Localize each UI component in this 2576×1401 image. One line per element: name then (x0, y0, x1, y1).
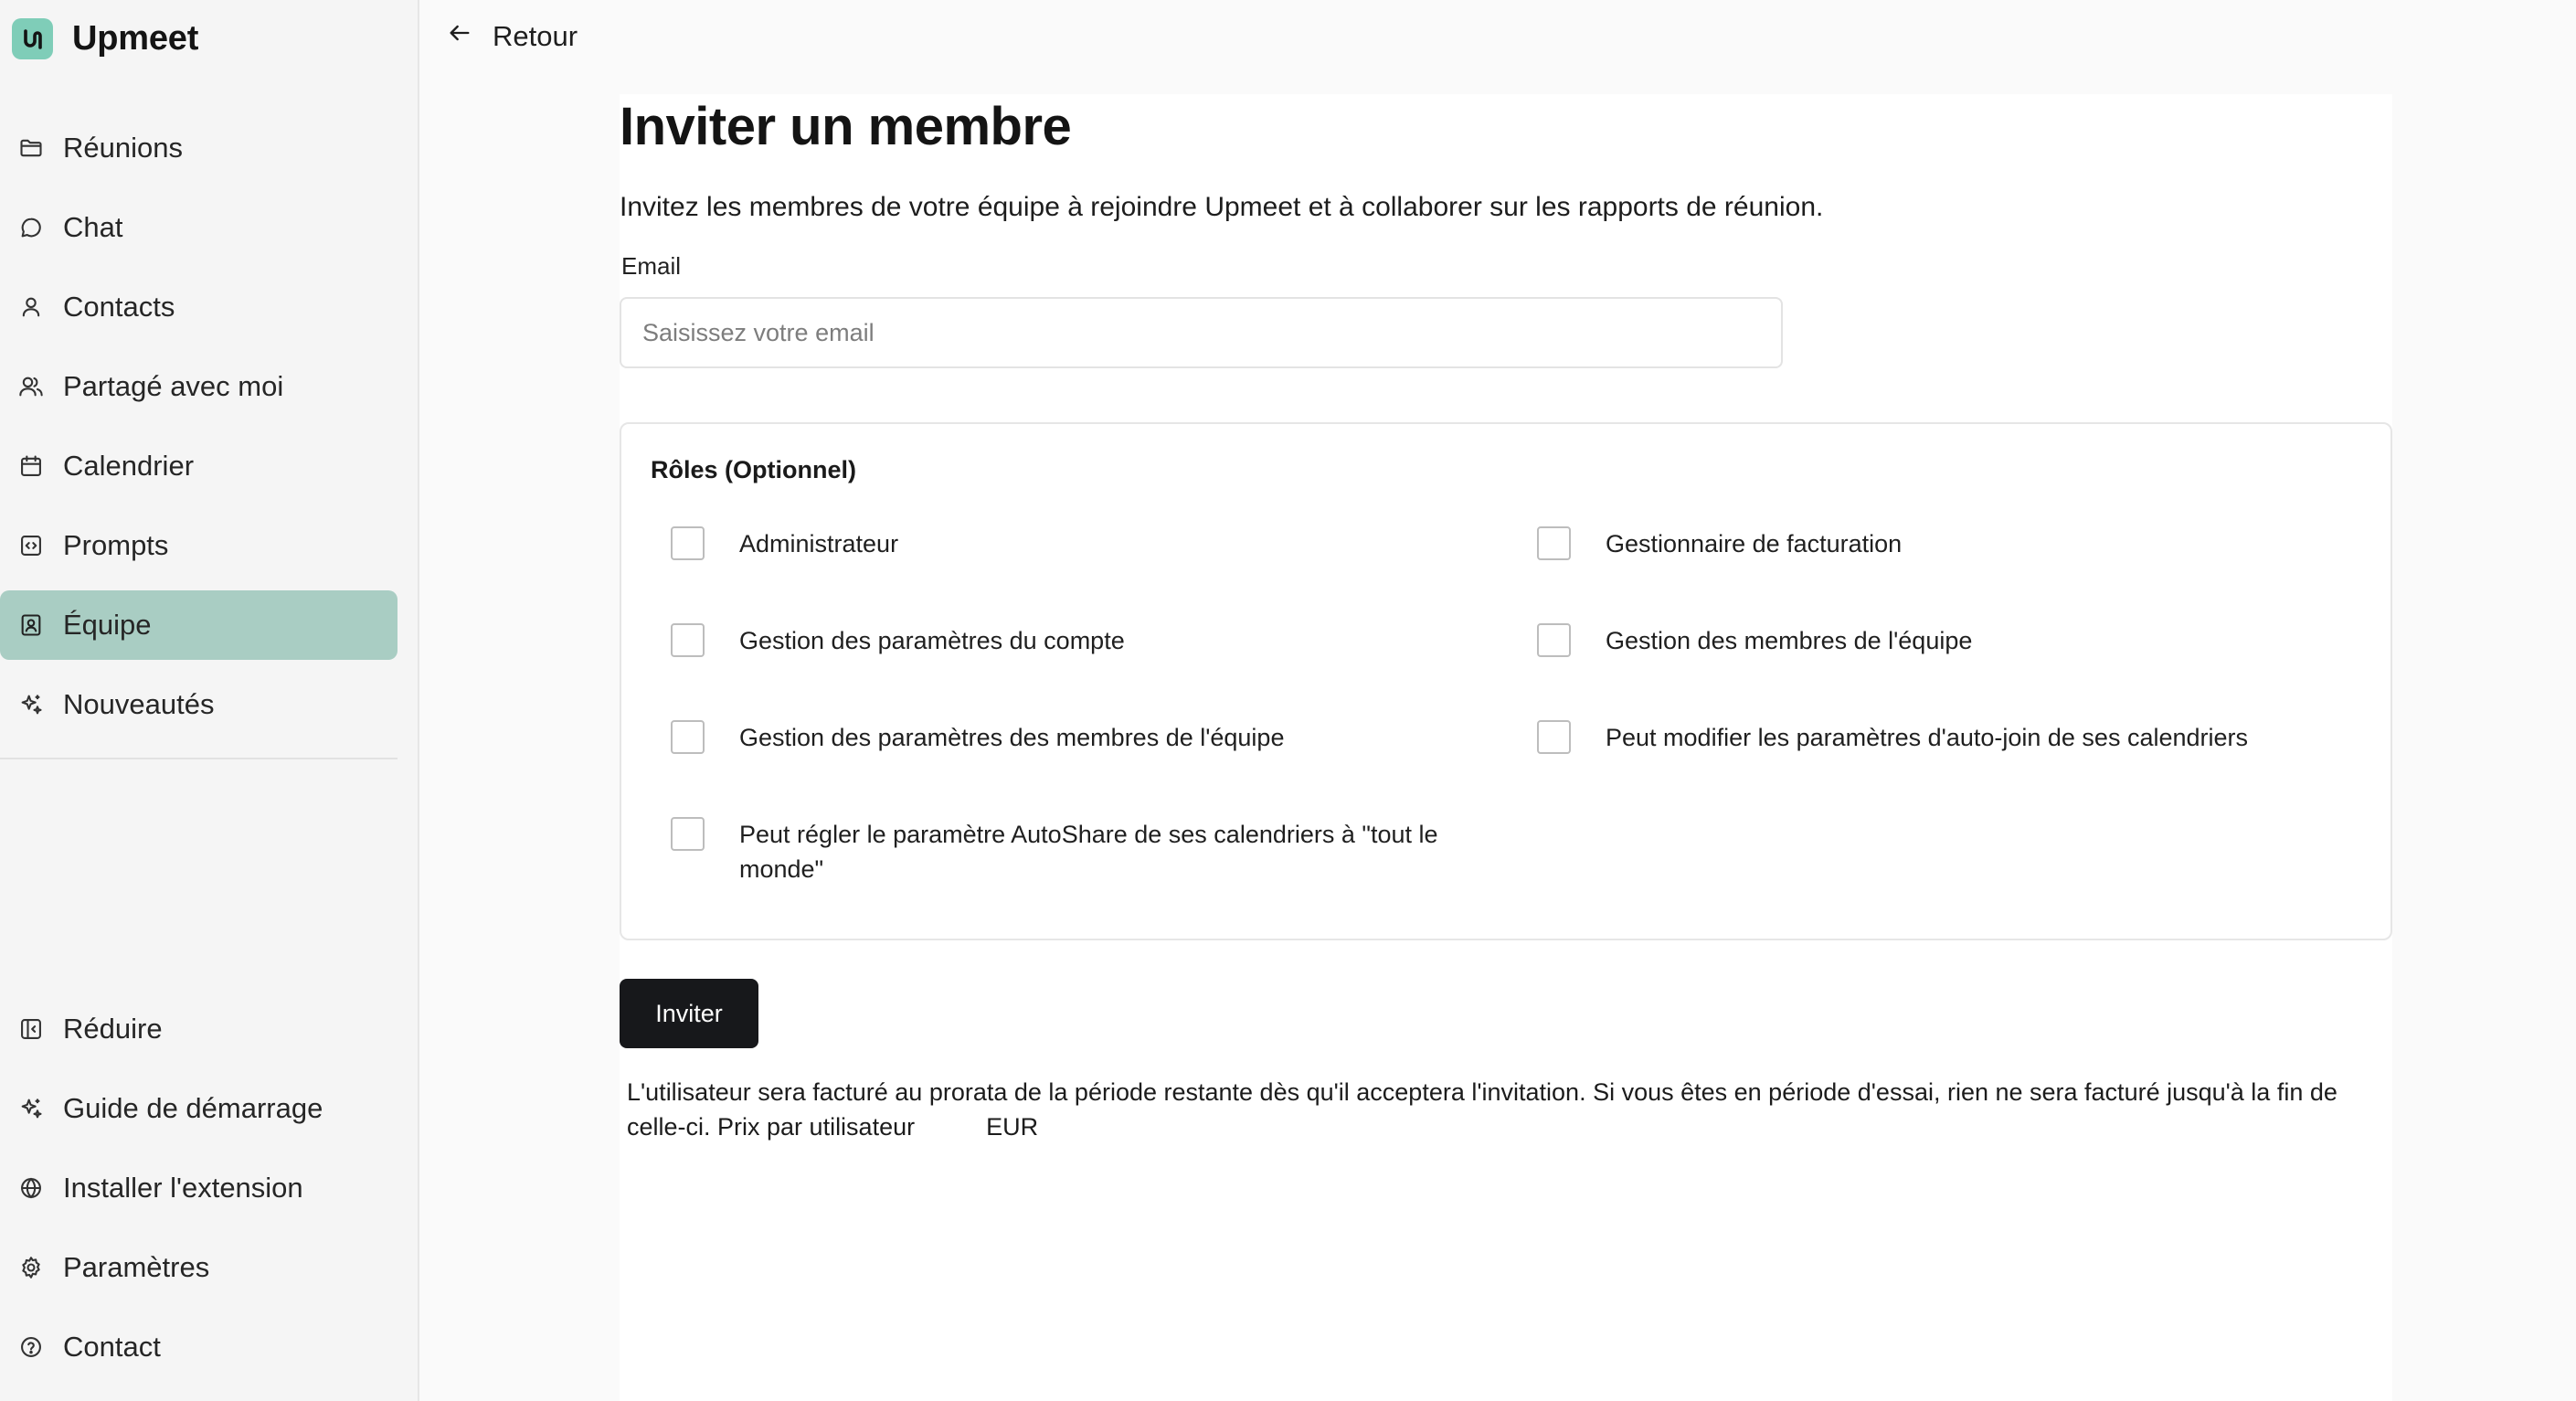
email-label: Email (621, 252, 682, 280)
sidebar-item-label: Prompts (63, 529, 169, 561)
role-gestion-parametres-membres[interactable] (671, 720, 1507, 755)
sparkles-icon (18, 1096, 44, 1121)
sidebar-item-label: Équipe (63, 609, 152, 641)
sidebar-item-label: Réduire (63, 1013, 163, 1045)
collapse-sidebar-icon (18, 1016, 44, 1042)
brand[interactable] (12, 18, 198, 59)
users-icon (18, 374, 44, 399)
role-gestionnaire-facturation[interactable] (1537, 526, 2373, 561)
sidebar-item-reunions[interactable] (0, 113, 398, 183)
contact-book-icon (18, 612, 44, 638)
help-circle-icon (18, 1334, 44, 1360)
invite-button[interactable]: Inviter (620, 979, 758, 1048)
sidebar-item-parametres[interactable] (0, 1233, 398, 1302)
back-label: Retour (493, 20, 578, 52)
sidebar-item-label: Calendrier (63, 450, 195, 482)
folder-icon (18, 135, 44, 161)
sidebar-item-nouveautes[interactable] (0, 670, 398, 739)
sidebar-item-calendrier[interactable] (0, 431, 398, 501)
sidebar-bottom-nav (0, 994, 398, 1392)
role-checkbox[interactable] (671, 623, 705, 657)
sidebar-item-label: Contact (63, 1331, 161, 1363)
page-subtitle: Invitez les membres de votre équipe à rejoindre Upmeet et à collaborer sur les rapports de réunion. (620, 192, 1824, 222)
price-currency: EUR (986, 1113, 1039, 1141)
sidebar-item-chat[interactable] (0, 193, 398, 262)
role-label: Gestionnaire de facturation (1606, 530, 1903, 557)
brand-name: Upmeet (72, 19, 199, 58)
gear-icon (18, 1255, 44, 1280)
billing-note-text: L'utilisateur sera facturé au prorata de la période restante dès qu'il acceptera l'invitation. Si vous êtes en période d'essai, rien ne sera facturé jusqu'à la fin de celle-ci. Prix par utilisateur (627, 1078, 2337, 1141)
sidebar-item-label: Paramètres (63, 1251, 210, 1283)
sidebar-item-label: Contacts (63, 291, 175, 323)
role-gestion-membres-equipe[interactable] (1537, 623, 2373, 658)
page-title: Inviter un membre (620, 97, 1072, 156)
role-checkbox[interactable] (1537, 623, 1571, 657)
arrow-left-icon (447, 20, 472, 53)
sidebar (0, 0, 419, 1401)
role-checkbox[interactable] (1537, 526, 1571, 560)
sidebar-item-label: Chat (63, 211, 123, 243)
roles-card (620, 422, 2392, 940)
sidebar-item-reduire[interactable] (0, 994, 398, 1064)
sidebar-item-guide[interactable] (0, 1074, 398, 1143)
role-label: Peut modifier les paramètres d'auto-join de ses calendriers (1606, 724, 2249, 751)
role-auto-join-calendriers[interactable] (1537, 720, 2373, 755)
email-field[interactable] (620, 297, 1783, 368)
calendar-icon (18, 453, 44, 479)
globe-icon (18, 1175, 44, 1201)
sidebar-item-label: Réunions (63, 132, 183, 164)
role-checkbox[interactable] (671, 720, 705, 754)
role-checkbox[interactable] (671, 526, 705, 560)
sidebar-item-contact[interactable] (0, 1312, 398, 1382)
role-administrateur[interactable] (671, 526, 1507, 561)
role-label: Peut régler le paramètre AutoShare de ses calendriers à "tout le monde" (739, 821, 1438, 883)
user-icon (18, 294, 44, 320)
role-autoshare-calendriers[interactable] (671, 817, 1507, 886)
billing-note (627, 1075, 2390, 1144)
role-checkbox[interactable] (1537, 720, 1571, 754)
sidebar-item-label: Guide de démarrage (63, 1092, 323, 1124)
sidebar-item-label: Installer l'extension (63, 1172, 303, 1204)
sidebar-item-prompts[interactable] (0, 511, 398, 580)
sparkles-icon (18, 692, 44, 717)
chat-bubble-icon (18, 215, 44, 240)
invite-member-panel (620, 94, 2392, 1401)
sidebar-item-label: Partagé avec moi (63, 370, 284, 402)
sidebar-item-extension[interactable] (0, 1153, 398, 1223)
role-gestion-parametres-compte[interactable] (671, 623, 1507, 658)
role-label: Gestion des paramètres des membres de l'équipe (739, 724, 1285, 751)
sidebar-item-label: Nouveautés (63, 688, 215, 720)
role-label: Gestion des membres de l'équipe (1606, 627, 1973, 654)
sidebar-divider (0, 758, 398, 759)
role-checkbox[interactable] (671, 817, 705, 851)
sidebar-item-partage[interactable] (0, 352, 398, 421)
back-button[interactable] (447, 20, 578, 53)
sidebar-nav (0, 113, 398, 749)
role-label: Administrateur (739, 530, 899, 557)
roles-title: Rôles (Optionnel) (651, 456, 856, 483)
sidebar-item-equipe[interactable] (0, 590, 398, 660)
sidebar-item-contacts[interactable] (0, 272, 398, 342)
role-label: Gestion des paramètres du compte (739, 627, 1125, 654)
code-square-icon (18, 533, 44, 558)
upmeet-logo-icon (12, 18, 53, 59)
